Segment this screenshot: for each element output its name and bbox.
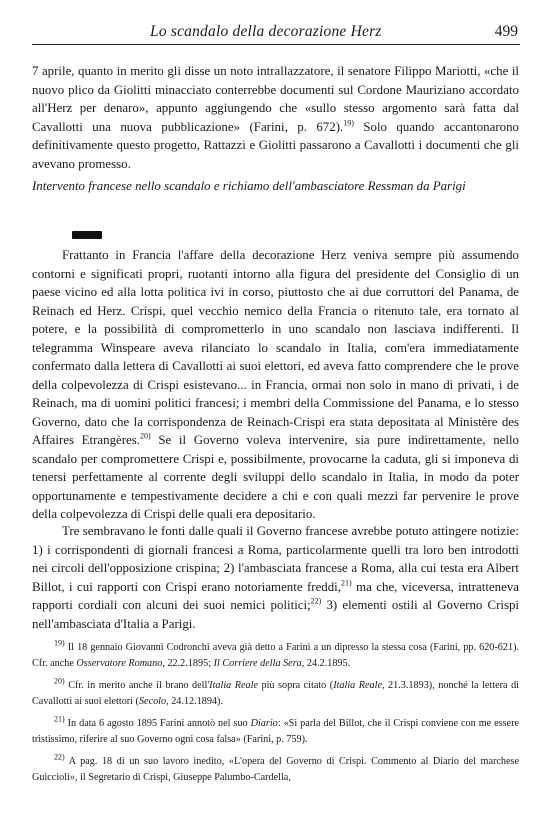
page-header xyxy=(32,20,520,45)
footnote-ref: 20) xyxy=(140,431,151,441)
footnote xyxy=(32,640,519,672)
page-number: 499 xyxy=(494,23,518,40)
footnote-text: In data 6 agosto 1895 Farini annotò nel suo xyxy=(67,718,251,729)
paragraph-text: 3) elementi ostili al Governo Crispi nell'ambasciata d'Italia a Parigi. xyxy=(32,598,519,631)
footnote-ref: 22) xyxy=(310,596,322,606)
footnote-text: , 24.2.1895. xyxy=(301,658,351,669)
footnote-number: 21) xyxy=(54,714,65,724)
footnote-number: 20) xyxy=(54,676,65,686)
footnote-number: 19) xyxy=(54,638,65,648)
footnote-text: , 21.3.1893), nonché la lettera di Cavallotti ai suoi elettori ( xyxy=(32,680,519,707)
paragraph-text: Se il Governo voleva intervenire, sia pure indirettamente, nello scandalo per compromettere Crispi e, possibilmente, provocarne la caduta, gli si imponeva di tenersi perfettamente al corrente degli sviluppi dello scandalo in Italia, in modo da poter opportunamente e tempestivamente decidere a chi e con quali mezzi far pervenire le prove della colpevolezza di Crispi delle quali era depositario. xyxy=(32,433,519,521)
footnote-text: Italia Reale xyxy=(209,680,258,691)
footnote-text: Secolo xyxy=(138,696,167,707)
footnote-text: Cfr. in merito anche il brano dell' xyxy=(68,680,210,691)
paragraph-text: Tre sembravano le fonti dalle quali il Governo francese avrebbe potuto attingere notizie: 1) i corrispondenti di giornali francesi a Roma, particolarmente quelli tra loro ben introdotti nei circoli dell'opposizione crispina; 2) l'ambasciata francese a Roma, alla cui testa era Albert Billot, i cui rapporti con Crispi erano notoriamente freddi, xyxy=(32,524,519,594)
footnote xyxy=(32,754,519,786)
footnote xyxy=(32,716,519,748)
footnotes-section xyxy=(32,640,519,792)
footnote-text: Il 18 gennaio Giovanni Codronchi aveva già detto a Farini a un dipresso la stessa cosa (Farini, pp. 620-621). Cfr. anche xyxy=(32,642,520,669)
section-heading: Intervento francese nello scandalo e richiamo dell'ambasciatore Ressman da Parigi xyxy=(32,179,466,193)
paragraph-continuation xyxy=(32,62,519,173)
footnote-text: , 22.2.1895; xyxy=(162,658,214,669)
footnote-number: 22) xyxy=(54,752,65,762)
paragraph xyxy=(32,246,519,524)
footnote-text: : «Si parla del Billot, che il Crispi conviene con me essere tristissimo, riferire al suo Governo ogni cosa falsa» (Farini, p. 759). xyxy=(32,718,519,745)
redaction-mark xyxy=(72,231,102,239)
footnote-text: Il Corriere della Sera xyxy=(213,658,302,669)
paragraph-text: Frattanto in Francia l'affare della decorazione Herz veniva sempre più assumendo contorni e significati propri, ruotanti intorno alla figura del presidente del Consiglio di un paese vicino ed alla lotta politica ivi in corso, piuttosto che ai due corruttori del Panama, de Reinach ed Herz. Crispi, quel vecchio nemico della Francia o ritenuto tale, era tornato al potere, e la possibilità di comprometterlo in uno scandalo non lasciava indifferenti. Il telegramma Winspeare aveva rilanciato lo scandalo in Italia, com'era immediatamente confermato dalla lettera di Cavallotti ai suoi elettori, ed aveva fatto comprendere che le prove della colpevolezza di Crispi esistevano... in Francia, ormai non solo in mano di privati, i de Reinach, ma di uomini politici francesi; i membri della Commissione del Panama, e lo stesso Governo, dato che la corrispondenza de Reinach-Crispi era stata depositata al Ministère des Affaires Etrangères. xyxy=(32,248,519,447)
footnote-text: più sopra citato ( xyxy=(257,680,334,691)
paragraph-text: Solo quando accantonarono definitivamente questo progetto, Rattazzi e Giolitti passarono a Cavallotti i documenti che gli avevano promesso. xyxy=(32,119,519,171)
footnote xyxy=(32,678,519,710)
paragraph-text: ma che, viceversa, intratteneva rapporti cordiali con alcuni dei suoi nemici politici; xyxy=(32,579,519,612)
footnote-text: A pag. 18 di un suo lavoro inedito, «L'opera del Governo di Crispi. Commento al Diario del marchese Guiccioli», il Segretario di Crispi, Giuseppe Palumbo-Cardella, xyxy=(32,756,520,783)
paragraph xyxy=(32,522,519,633)
footnote-ref: 19) xyxy=(343,118,354,128)
footnote-ref: 21) xyxy=(340,578,352,588)
footnote-text: , 24.12.1894). xyxy=(166,696,223,707)
footnote-text: Italia Reale xyxy=(333,680,382,691)
footnote-text: Diario xyxy=(250,718,278,729)
footnote-text: Osservatore Romano xyxy=(76,658,163,669)
paragraph-text: 7 aprile, quanto in merito gli disse un noto intrallazzatore, il senatore Filippo Mariotti, «che il nuovo plico da Giolitti minacciato conterrebbe documenti sul Cordone Mauriziano accordato all'Herz per denaro», appunto aggiungendo che «sullo stesso argomento sarà fatta dal Cavallotti una nuova pubblicazione» (Farini, p. 672). xyxy=(32,64,519,134)
running-title: Lo scandalo della decorazione Herz xyxy=(150,23,382,40)
